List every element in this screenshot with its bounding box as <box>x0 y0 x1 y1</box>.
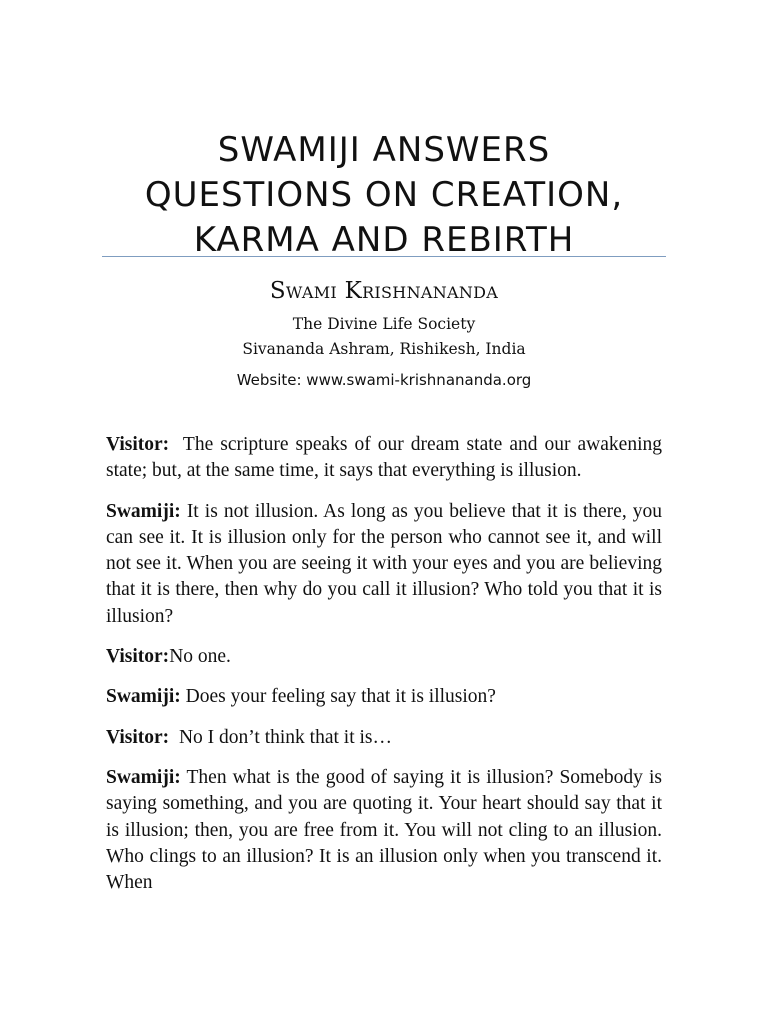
speaker-label: Visitor: <box>106 646 170 668</box>
title-line: KARMA AND REBIRTH <box>193 220 575 260</box>
speaker-gap <box>169 727 179 748</box>
dialogue-turn <box>106 499 662 630</box>
dialogue-turn <box>106 725 662 751</box>
organization-name: The Divine Life Society <box>292 315 476 333</box>
author-name: Swami Krishnananda <box>269 278 499 304</box>
speaker-gap <box>169 434 183 455</box>
title-line: QUESTIONS ON CREATION, <box>144 175 624 215</box>
dialogue-text: No I don’t think that it is… <box>178 726 392 748</box>
dialogue-text: No one. <box>169 646 231 668</box>
speaker-label: Visitor: <box>106 726 170 748</box>
dialogue-turn <box>106 684 662 710</box>
website-line: Website: www.swami-krishnananda.org <box>236 371 532 389</box>
dialogue-turn <box>106 765 662 896</box>
dialogue-text: The scripture speaks of our dream state and our awakening state; but, at the same time, it says that everything is illusion. <box>106 434 662 482</box>
document-title <box>100 128 668 263</box>
dialogue-text: Does your feeling say that it is illusion? <box>185 686 496 708</box>
speaker-label: Swamiji: <box>106 686 181 708</box>
speaker-label: Swamiji: <box>106 766 181 788</box>
speaker-label: Swamiji: <box>106 500 181 522</box>
title-divider <box>102 256 666 257</box>
dialogue-turn <box>106 644 662 670</box>
organization-address: Sivananda Ashram, Rishikesh, India <box>242 340 526 358</box>
title-line: SWAMIJI ANSWERS <box>217 130 551 170</box>
dialogue-text: Then what is the good of saying it is illusion? Somebody is saying something, and you are quoting it. Your heart should say that it is illusion; then, you are free from it. You will not cling to an illusion. Who clings to an illusion? It is an illusion only when you transcend it. When <box>106 766 662 894</box>
organization-block <box>100 312 668 362</box>
dialogue-body <box>106 432 662 910</box>
dialogue-turn <box>106 432 662 485</box>
speaker-label: Visitor: <box>106 434 170 455</box>
dialogue-text: It is not illusion. As long as you believe that it is there, you can see it. It is illusion only for the person who cannot see it, and will not see it. When you are seeing it with your eyes and you are believing that it is there, then why do you call it illusion? Who told you that it is illusion? <box>106 500 662 627</box>
